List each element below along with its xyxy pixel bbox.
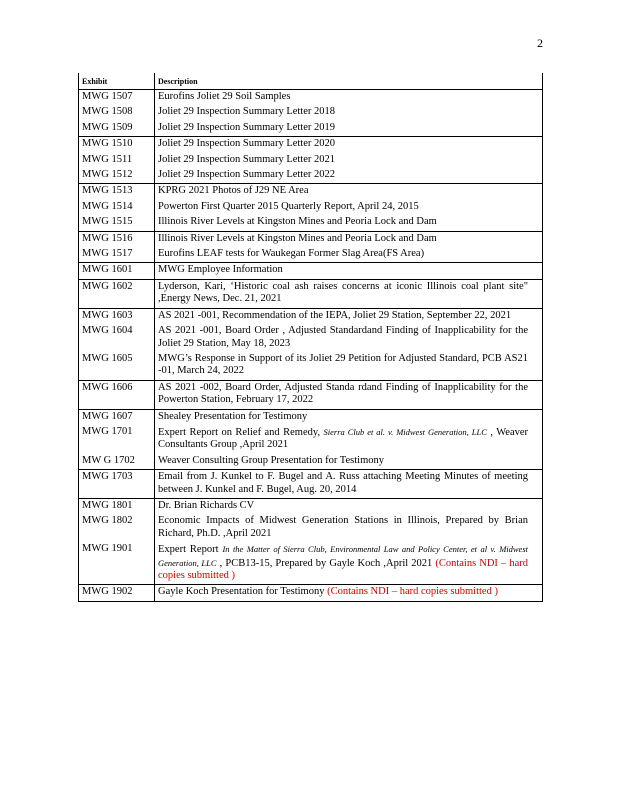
description-text: AS 2021 -002, Board Order, Adjusted Standa rdand Finding of Inapplicability for the Powerton Station, February 17, 2022: [158, 381, 528, 406]
table-row: [79, 231, 543, 247]
table-row: [79, 308, 543, 324]
exhibit-description: [155, 498, 543, 514]
page-number: 2: [537, 36, 543, 50]
description-text: Illinois River Levels at Kingston Mines and Peoria Lock and Dam: [158, 216, 437, 228]
table-row: [79, 153, 543, 168]
table-row: [79, 470, 543, 499]
exhibit-number: MWG 1604: [79, 324, 155, 352]
exhibit-description: [155, 454, 543, 470]
description-text: Joliet 29 Inspection Summary Letter 2018: [158, 106, 336, 118]
table-row: [79, 514, 543, 542]
exhibit-description: [155, 470, 543, 499]
exhibit-description: [155, 409, 543, 425]
table-row: [79, 498, 543, 514]
exhibit-description: [155, 279, 543, 308]
table-row: [79, 263, 543, 279]
description-text: Joliet 29 Inspection Summary Letter 2021: [158, 153, 336, 165]
table-row: [79, 90, 543, 106]
table-row: [79, 247, 543, 263]
exhibit-number: MWG 1509: [79, 121, 155, 137]
description-text: KPRG 2021 Photos of J29 NE Area: [158, 185, 309, 197]
exhibit-number: MWG 1515: [79, 215, 155, 231]
exhibit-number: MWG 1510: [79, 137, 155, 153]
exhibit-description: [155, 585, 543, 601]
table-row: [79, 200, 543, 215]
exhibit-description: [155, 90, 543, 106]
table-row: [79, 425, 543, 454]
exhibit-number: MWG 1507: [79, 90, 155, 106]
description-text: Weaver Consulting Group Presentation for Testimony: [158, 454, 384, 466]
exhibit-number: MWG 1517: [79, 247, 155, 263]
table-row: [79, 542, 543, 585]
description-text: AS 2021 -001, Recommendation of the IEPA, Joliet 29 Station, September 22, 2021: [158, 309, 512, 321]
exhibit-number: MW G 1702: [79, 454, 155, 470]
exhibit-number: MWG 1605: [79, 352, 155, 380]
exhibit-number: MWG 1606: [79, 380, 155, 409]
table-header-row: [79, 73, 543, 90]
exhibit-description: [155, 105, 543, 120]
description-text: Dr. Brian Richards CV: [158, 499, 255, 511]
table-row: [79, 324, 543, 352]
exhibit-number: MWG 1801: [79, 498, 155, 514]
exhibit-description: [155, 184, 543, 200]
description-text: Expert Report on Relief and Remedy,: [158, 426, 324, 438]
table-row: [79, 168, 543, 184]
exhibit-number: MWG 1603: [79, 308, 155, 324]
table-row: [79, 184, 543, 200]
exhibit-description: [155, 215, 543, 231]
table-row: [79, 279, 543, 308]
exhibit-description: [155, 352, 543, 380]
table-row: [79, 380, 543, 409]
description-text: MWG Employee Information: [158, 264, 283, 276]
ndi-note: (Contains NDI – hard copies submitted ): [158, 557, 528, 581]
exhibit-description: [155, 425, 543, 454]
description-text: , Weaver Consultants Group ,April 2021: [158, 426, 529, 451]
exhibit-description: [155, 308, 543, 324]
table-row: [79, 137, 543, 153]
exhibit-number: MWG 1508: [79, 105, 155, 120]
exhibit-description: [155, 380, 543, 409]
header-description: Description: [155, 73, 543, 90]
description-text: Powerton First Quarter 2015 Quarterly Report, April 24, 2015: [158, 200, 419, 212]
exhibit-number: MWG 1516: [79, 231, 155, 247]
exhibit-number: MWG 1602: [79, 279, 155, 308]
exhibit-description: [155, 200, 543, 215]
description-text: Gayle Koch Presentation for Testimony: [158, 586, 328, 598]
description-text: MWG’s Response in Support of its Joliet 29 Petition for Adjusted Standard, PCB AS21 -01, March 24, 2022: [158, 352, 528, 377]
description-text: Lyderson, Kari, ‘Historic coal ash raises concerns at iconic Illinois coal plant site" ,Energy News, Dec. 21, 2021: [158, 280, 528, 305]
exhibit-number: MWG 1802: [79, 514, 155, 542]
exhibit-description: [155, 324, 543, 352]
case-caption: In the Matter of Sierra Club, Environmental Law and Policy Center, et al v. Midwest Generation, LLC: [158, 544, 529, 568]
table-row: [79, 105, 543, 120]
description-text: Shealey Presentation for Testimony: [158, 410, 308, 422]
exhibit-table: [78, 73, 543, 602]
description-text: Joliet 29 Inspection Summary Letter 2022: [158, 169, 336, 181]
table-row: [79, 585, 543, 601]
exhibit-number: MWG 1701: [79, 425, 155, 454]
exhibit-number: MWG 1601: [79, 263, 155, 279]
exhibit-description: [155, 137, 543, 153]
description-text: Eurofins LEAF tests for Waukegan Former Slag Area(FS Area): [158, 248, 425, 260]
exhibit-description: [155, 121, 543, 137]
table-row: [79, 454, 543, 470]
table-row: [79, 121, 543, 137]
exhibit-description: [155, 231, 543, 247]
description-text: Joliet 29 Inspection Summary Letter 2020: [158, 138, 336, 150]
exhibit-description: [155, 542, 543, 585]
exhibit-description: [155, 153, 543, 168]
exhibit-number: MWG 1513: [79, 184, 155, 200]
description-text: Joliet 29 Inspection Summary Letter 2019: [158, 121, 336, 133]
exhibit-number: MWG 1512: [79, 168, 155, 184]
table-row: [79, 352, 543, 380]
description-text: AS 2021 -001, Board Order , Adjusted Standardand Finding of Inapplicability for the Joliet 29 Station, May 18, 2023: [158, 325, 528, 349]
description-text: Email from J. Kunkel to F. Bugel and A. Russ attaching Meeting Minutes of meeting between J. Kunkel and F. Bugel, Aug. 20, 2014: [158, 471, 528, 495]
exhibit-description: [155, 514, 543, 542]
description-text: Economic Impacts of Midwest Generation Stations in Illinois, Prepared by Brian Richard, Ph.D. ,April 2021: [158, 515, 528, 539]
exhibit-description: [155, 263, 543, 279]
case-caption: Sierra Club et al. v. Midwest Generation, LLC: [323, 426, 487, 437]
table-row: [79, 215, 543, 231]
description-text: Illinois River Levels at Kingston Mines and Peoria Lock and Dam: [158, 232, 437, 244]
exhibit-number: MWG 1514: [79, 200, 155, 215]
description-text: Eurofins Joliet 29 Soil Samples: [158, 91, 291, 102]
exhibit-number: MWG 1511: [79, 153, 155, 168]
exhibit-description: [155, 247, 543, 263]
exhibit-number: MWG 1607: [79, 409, 155, 425]
ndi-note: (Contains NDI – hard copies submitted ): [327, 586, 498, 598]
exhibit-number: MWG 1703: [79, 470, 155, 499]
description-text: Expert Report: [158, 544, 223, 556]
description-text: , PCB13-15, Prepared by Gayle Koch ,April 2021: [216, 557, 436, 569]
header-exhibit: Exhibit: [79, 73, 155, 90]
table-row: [79, 409, 543, 425]
exhibit-description: [155, 168, 543, 184]
exhibit-number: MWG 1902: [79, 585, 155, 601]
exhibit-number: MWG 1901: [79, 542, 155, 585]
